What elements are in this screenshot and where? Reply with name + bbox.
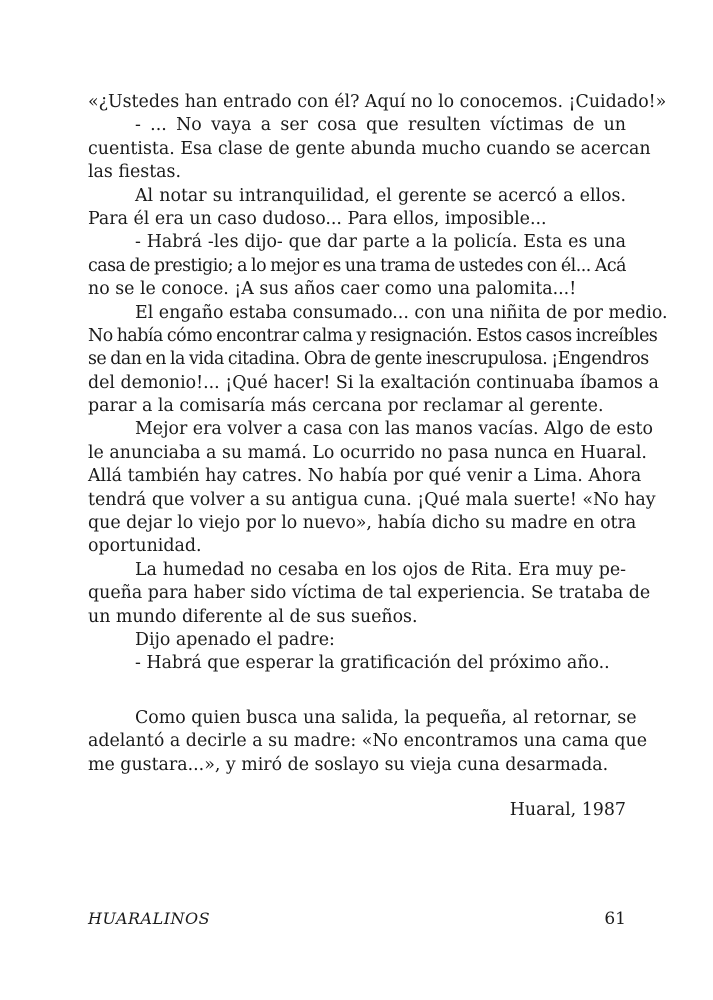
text-line: oportunidad. — [88, 536, 202, 557]
text-line: me gustara...», y miró de soslayo su vieja cuna desarmada. — [88, 754, 609, 775]
text-line: no se le conoce. ¡A sus años caer como una palomita...! — [88, 279, 577, 300]
text-line: - Habrá que esperar la gratificación del próximo año.. — [135, 653, 610, 674]
text-line: le anunciaba a su mamá. Lo ocurrido no pasa nunca en Huaral. — [88, 442, 647, 463]
text-line: Mejor era volver a casa con las manos vacías. Algo de esto — [135, 419, 653, 440]
text-line: casa de prestigio; a lo mejor es una trama de ustedes con él... Acá — [88, 255, 626, 276]
text-line: Dijo apenado el padre: — [135, 629, 335, 650]
body-text — [88, 91, 668, 777]
text-line: - ... No vaya a ser cosa que resulten víctimas de un — [135, 115, 626, 136]
text-line: Al notar su intranquilidad, el gerente se acercó a ellos. — [135, 185, 626, 206]
text-line: El engaño estaba consumado... con una niñita de por medio. — [135, 302, 668, 323]
page-number: 61 — [604, 909, 626, 929]
text-line: Como quien busca una salida, la pequeña, al retornar, se — [135, 707, 637, 728]
text-line: queña para haber sido víctima de tal experiencia. Se trataba de — [88, 583, 651, 604]
text-line: se dan en la vida citadina. Obra de gente inescrupulosa. ¡Engendros — [88, 349, 649, 370]
text-line: del demonio!... ¡Qué hacer! Si la exaltación continuaba íbamos a — [88, 372, 659, 393]
text-line: adelantó a decirle a su madre: «No encontramos una cama que — [88, 731, 648, 752]
text-line: un mundo diferente al de sus sueños. — [88, 606, 418, 627]
text-line: Allá también hay catres. No había por qué venir a Lima. Ahora — [88, 466, 642, 487]
text-line: «¿Ustedes han entrado con él? Aquí no lo conocemos. ¡Cuidado!» — [88, 92, 667, 112]
text-line: parar a la comisaría más cercana por reclamar al gerente. — [88, 396, 604, 417]
text-line: cuentista. Esa clase de gente abunda mucho cuando se acercan — [88, 138, 651, 159]
paragraph-gap — [88, 676, 626, 707]
text-line: Para él era un caso dudoso... Para ellos, imposible... — [88, 208, 547, 229]
page-footer — [88, 909, 626, 933]
text-line: La humedad no cesaba en los ojos de Rita. Era muy pe- — [135, 559, 626, 580]
text-line: las fiestas. — [88, 162, 182, 183]
running-title: HUARALINOS — [88, 909, 211, 928]
place-date-signature: Huaral, 1987 — [509, 800, 626, 820]
text-line: - Habrá -les dijo- que dar parte a la policía. Esta es una — [135, 232, 626, 253]
text-line: tendrá que volver a su antigua cuna. ¡Qué mala suerte! «No hay — [88, 489, 656, 510]
text-line: que dejar lo viejo por lo nuevo», había dicho su madre en otra — [88, 513, 637, 534]
text-line: No había cómo encontrar calma y resignación. Estos casos increíbles — [88, 325, 658, 346]
